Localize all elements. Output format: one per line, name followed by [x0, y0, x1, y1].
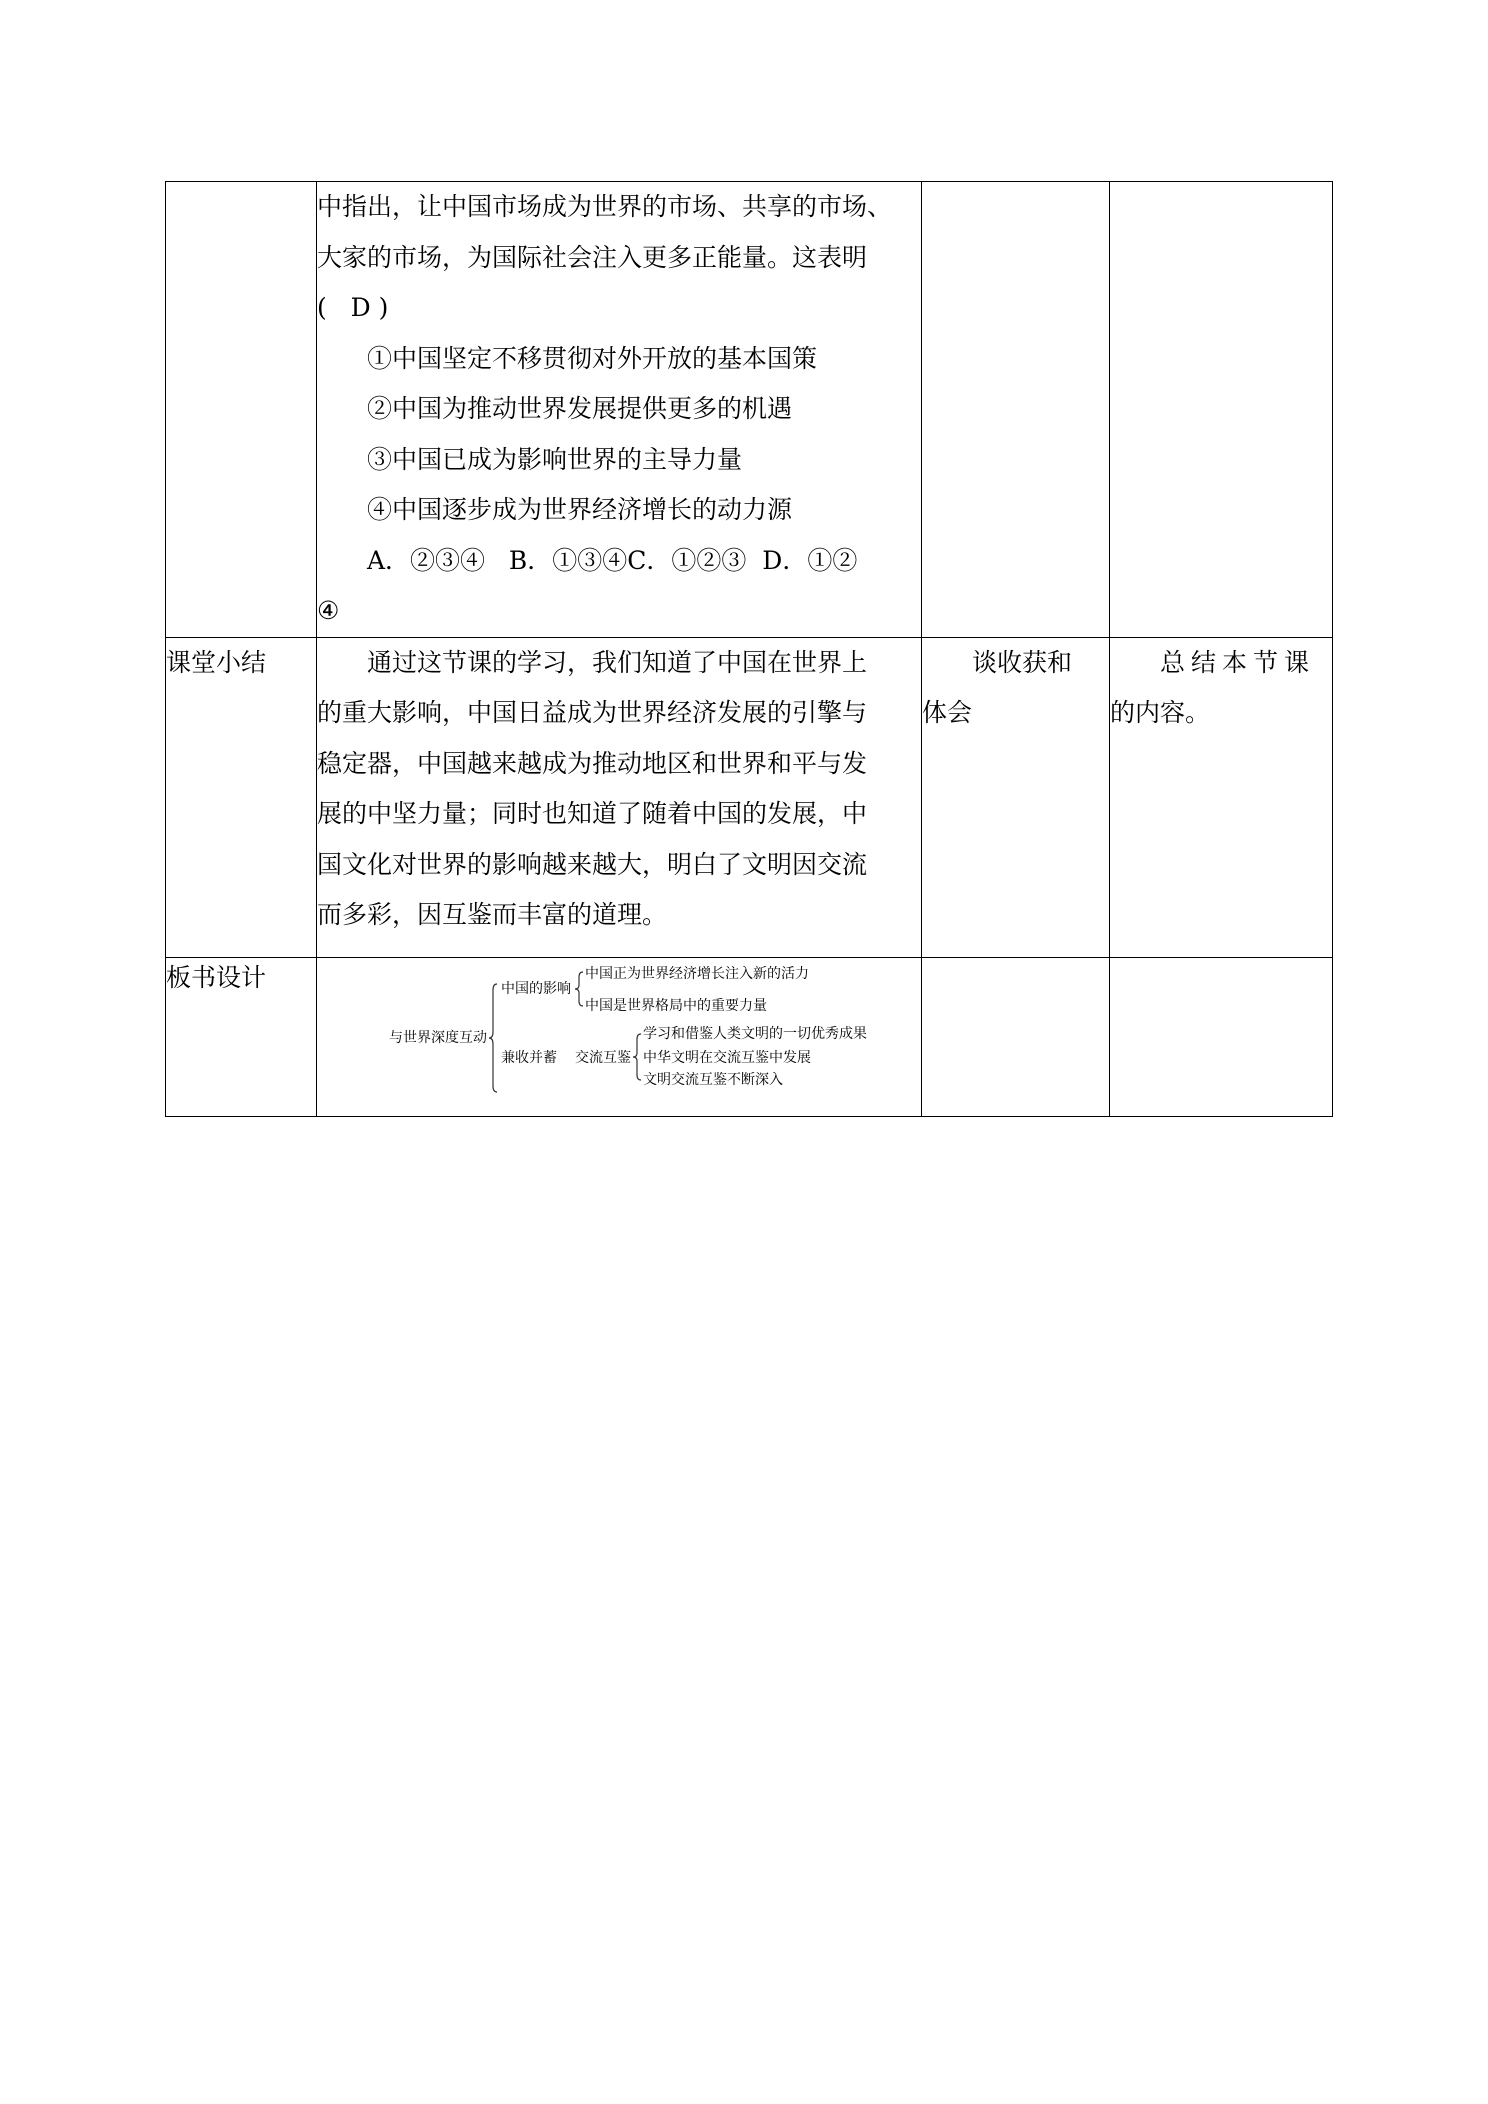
option-2: ②中国为推动世界发展提供更多的机遇 — [367, 394, 793, 423]
exercise-teacher-cell — [1110, 182, 1333, 638]
exercise-row — [166, 182, 1333, 638]
mind-map-branch2-sub: 交流互鉴 — [575, 1049, 631, 1066]
exercise-student-cell — [922, 182, 1110, 638]
exercise-content-cell — [317, 182, 922, 638]
board-design-teacher-cell — [1110, 957, 1333, 1116]
summary-line-5: 国文化对世界的影响越来越大，明白了文明因交流 — [317, 849, 868, 879]
exercise-label-cell — [166, 182, 317, 638]
mind-map — [317, 958, 922, 1116]
root-brace — [489, 984, 497, 1092]
mind-map-branch2: 兼收并蓄 — [501, 1049, 557, 1066]
mind-map-branch2-item-1: 学习和借鉴人类文明的一切优秀成果 — [643, 1025, 867, 1042]
board-design-row — [166, 957, 1333, 1116]
mind-map-branch1: 中国的影响 — [501, 980, 571, 997]
question-line-2: 大家的市场，为国际社会注入更多正能量。这表明 — [317, 242, 868, 272]
board-design-label: 板书设计 — [166, 962, 267, 992]
option-1: ①中国坚定不移贯彻对外开放的基本国策 — [367, 343, 818, 373]
branch2-brace — [633, 1034, 641, 1080]
mind-map-branch1-item-2: 中国是世界格局中的重要力量 — [585, 997, 767, 1014]
mind-map-branch2-item-3: 文明交流互鉴不断深入 — [643, 1071, 783, 1088]
summary-line-2: 的重大影响，中国日益成为世界经济发展的引擎与 — [317, 698, 868, 727]
summary-content-cell — [317, 637, 922, 957]
question-line-1: 中指出，让中国市场成为世界的市场、共享的市场、 — [317, 192, 893, 221]
summary-line-1: 通过这节课的学习，我们知道了中国在世界上 — [367, 647, 868, 677]
teacher-activity-line-1: 总结本节课 — [1160, 647, 1316, 677]
summary-label: 课堂小结 — [166, 647, 267, 677]
board-design-label-cell — [166, 957, 317, 1116]
summary-label-cell — [166, 637, 317, 957]
choices-line-2: ④ — [317, 596, 340, 625]
summary-row — [166, 637, 1333, 957]
student-activity-line-2: 体会 — [922, 698, 973, 727]
summary-teacher-cell — [1110, 637, 1333, 957]
summary-line-4: 展的中坚力量；同时也知道了随着中国的发展，中 — [317, 799, 868, 828]
board-design-student-cell — [922, 957, 1110, 1116]
mind-map-branch1-item-1: 中国正为世界经济增长注入新的活力 — [585, 965, 809, 982]
option-3: ③中国已成为影响世界的主导力量 — [367, 444, 743, 474]
mind-map-branch2-item-2: 中华文明在交流互鉴中发展 — [643, 1049, 811, 1066]
branch1-brace — [575, 972, 583, 1006]
option-4: ④中国逐步成为世界经济增长的动力源 — [367, 495, 793, 524]
lesson-plan-table — [165, 181, 1333, 1117]
question-answer-line: ( D ) — [317, 293, 389, 322]
mind-map-root: 与世界深度互动 — [389, 1029, 487, 1046]
summary-line-3: 稳定器，中国越来越成为推动地区和世界和平与发 — [317, 748, 868, 778]
board-design-cell — [317, 957, 922, 1116]
summary-student-cell — [922, 637, 1110, 957]
summary-line-6: 而多彩，因互鉴而丰富的道理。 — [317, 900, 668, 929]
teacher-activity-line-2: 的内容。 — [1110, 698, 1211, 727]
choices-line-1: A．②③④ B．①③④C．①②③ D．①② — [367, 545, 858, 575]
student-activity-line-1: 谈收获和 — [972, 647, 1073, 677]
